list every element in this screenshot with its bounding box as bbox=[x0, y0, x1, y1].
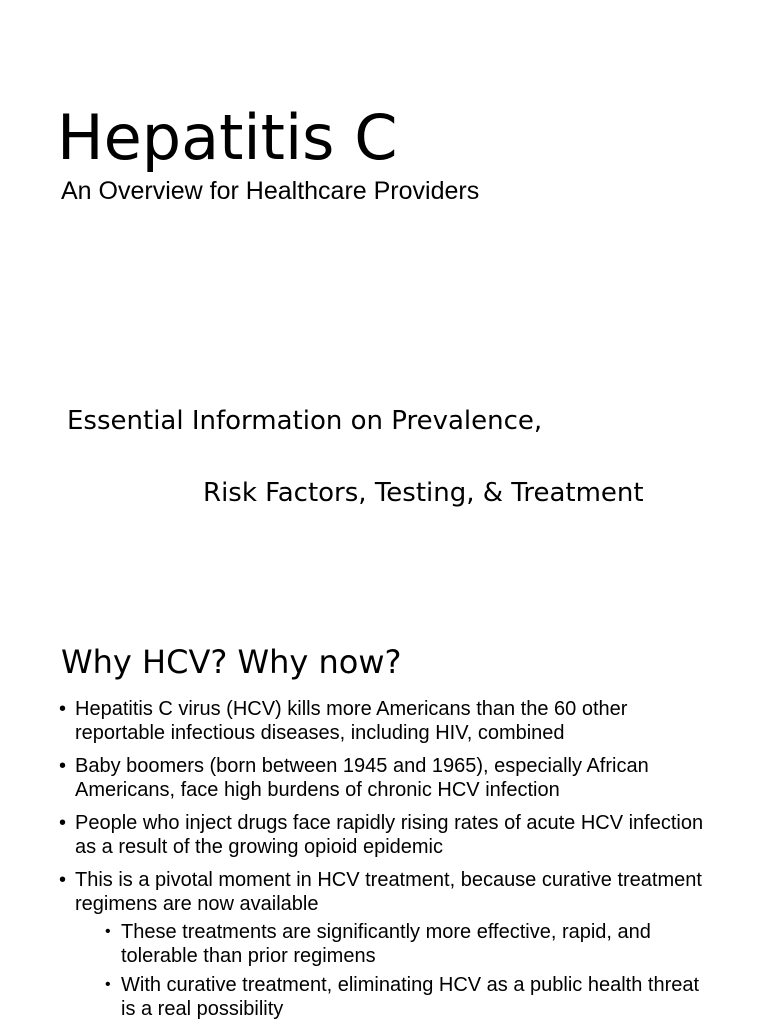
tagline-line-2: Risk Factors, Testing, & Treatment bbox=[203, 478, 644, 508]
tagline-line-1: Essential Information on Prevalence, bbox=[67, 406, 543, 436]
sub-bullet-item: • These treatments are significantly more effective, rapid, and tolerable than prior regimens bbox=[104, 920, 718, 968]
slide-title: Hepatitis C bbox=[57, 101, 398, 174]
content-slide bbox=[0, 620, 768, 1024]
bullet-item: • People who inject drugs face rapidly rising rates of acute HCV infection as a result of the growing opioid epidemic bbox=[58, 811, 718, 859]
slide-heading: Why HCV? Why now? bbox=[61, 643, 402, 681]
bullet-item: • Hepatitis C virus (HCV) kills more Americans than the 60 other reportable infectious diseases, including HIV, combined bbox=[58, 697, 718, 745]
bullet-list bbox=[58, 697, 718, 1030]
bullet-item: • Baby boomers (born between 1945 and 1965), especially African Americans, face high burdens of chronic HCV infection bbox=[58, 754, 718, 802]
slide-subtitle: An Overview for Healthcare Providers bbox=[61, 177, 480, 205]
sub-bullet-item: • With curative treatment, eliminating HCV as a public health threat is a real possibility bbox=[104, 973, 718, 1021]
bullet-item-text: This is a pivotal moment in HCV treatment, because curative treatment regimens are now available bbox=[75, 869, 702, 915]
bullet-item-with-subitems bbox=[58, 868, 718, 1021]
sub-bullet-list bbox=[75, 920, 718, 1021]
